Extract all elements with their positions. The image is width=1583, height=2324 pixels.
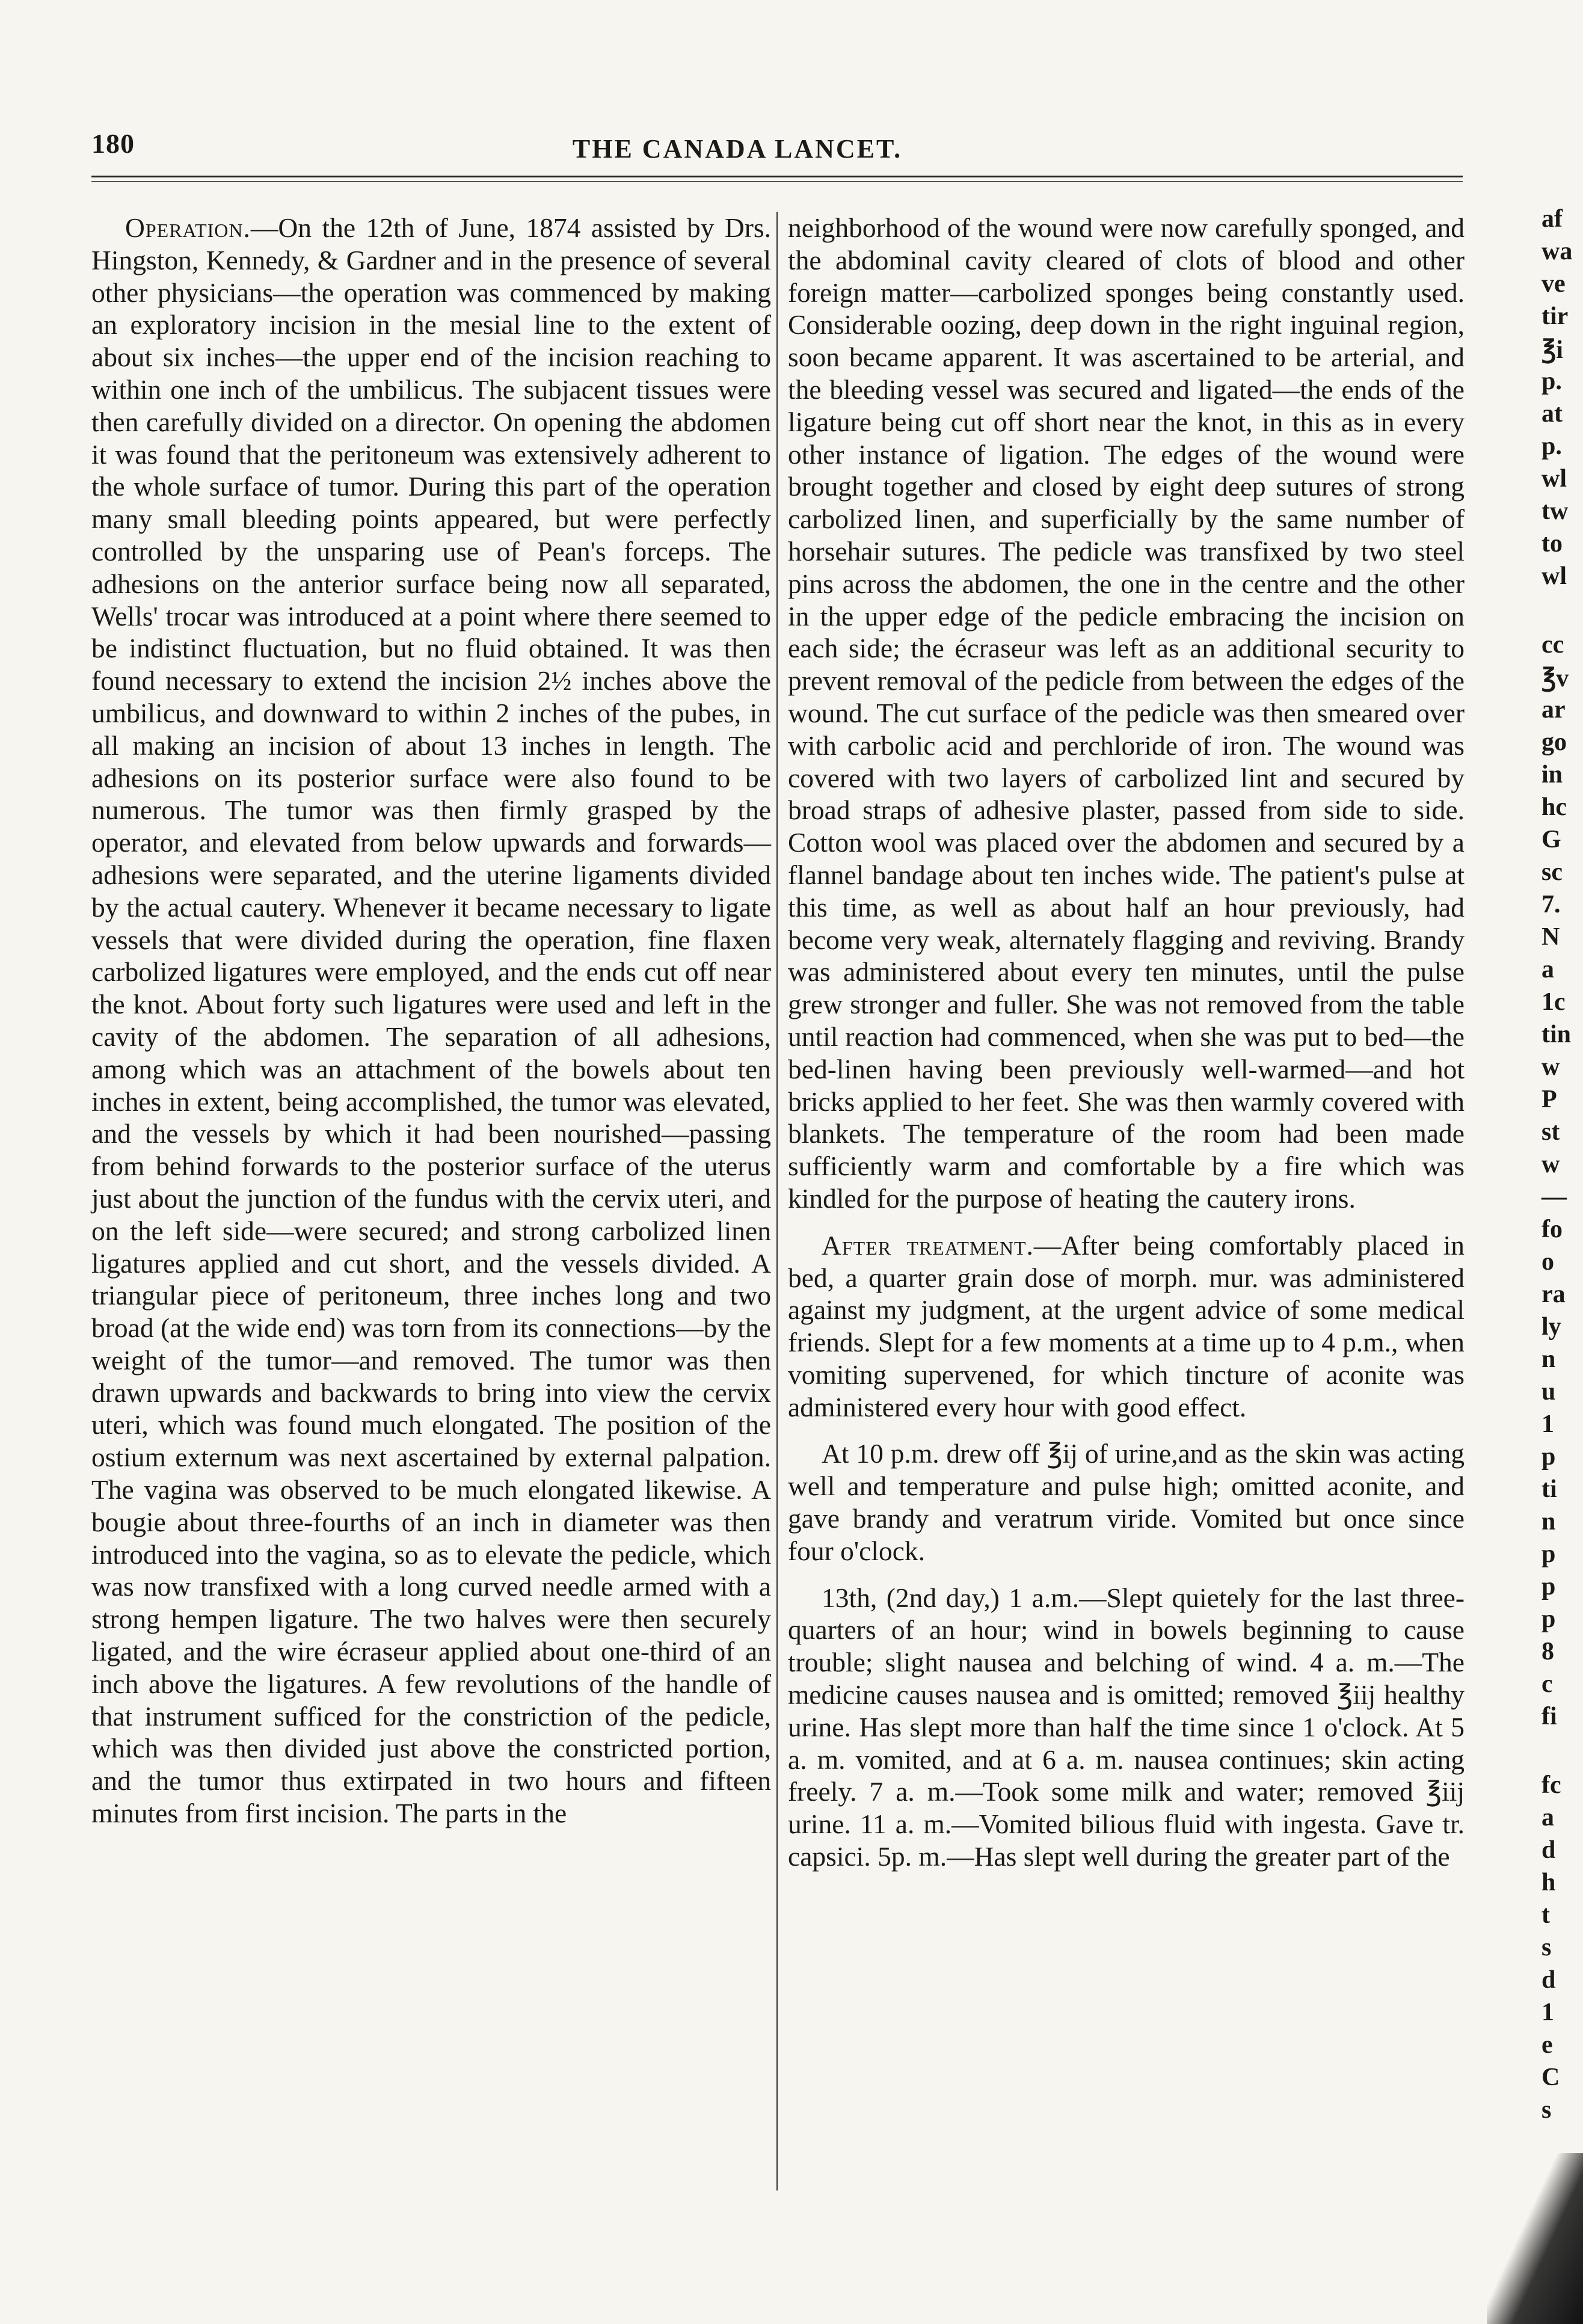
after-treatment-text: —After being comfortably placed in bed, a quarter grain dose of morph. mur. was administered against my judgment, at the urgent advice of some medical friends. Slept for a few moments at a time up to 4 p.m., when vomiting supervened, for which tincture of aconite was administered every hour with good effect. [788,1229,1465,1422]
facing-page-fragment: 8 [1542,1638,1554,1665]
facing-page-fragment: n [1542,1508,1556,1536]
facing-page-fragment: d [1542,1836,1556,1864]
facing-page-fragment: cc [1542,631,1564,659]
facing-page-fragment: n [1542,1345,1556,1373]
facing-page-fragment: c [1542,1670,1553,1698]
facing-page-fragment: fi [1542,1703,1557,1730]
evening-paragraph: At 10 p.m. drew off ℥ij of urine,and as the skin was acting well and temperature and pulse high; omitted aconite, and gave brandy and veratrum viride. Vomited but once since four o'clock. [788,1438,1465,1566]
facing-page-fragment: e [1542,2031,1553,2059]
page-number: 180 [91,128,135,159]
facing-page-fragment: 1 [1542,1999,1554,2026]
facing-page-fragment: ℥v [1542,665,1569,692]
facing-page-fragment: to [1542,530,1563,558]
facing-page-fragment: a [1542,956,1554,983]
column-divider [776,212,778,2190]
facing-page-fragment: fo [1542,1216,1563,1243]
facing-page-fragment: P [1542,1086,1557,1113]
facing-page-fragment: hc [1542,793,1567,821]
facing-page-fragment: w [1542,1151,1560,1178]
page-edge-shadow [1487,2153,1583,2324]
right-column [788,212,1465,2190]
facing-page-fragment: fc [1542,1771,1561,1799]
left-column [91,212,771,2190]
operation-text: —On the 12th of June, 1874 assisted by Drs. Hingston, Kennedy, & Gardner and in the presence of several other physicians—the operation was commenced by making an exploratory incision in the mesial line to the extent of about six inches—the upper end of the incision reaching to within one inch of the umbilicus. The subjacent tissues were then carefully divided on a director. On opening the abdomen it was found that the peritoneum was extensively adherent to the whole surface of tumor. During this part of the operation many small bleeding points appeared, but were perfectly controlled by the unsparing use of Pean's forceps. The adhesions on the anterior surface being now all separated, Wells' trocar was introduced at a point where there seemed to be indistinct fluctuation, but no fluid obtained. It was then found necessary to extend the incision 2½ inches above the umbilicus, and downward to within 2 inches of the pubes, in all making an incision of about 13 inches in length. The adhesions on its posterior surface were also found to be numerous. The tumor was then firmly grasped by the operator, and elevated from below upwards and forwards—adhesions were separated, and the uterine ligaments divided by the actual cautery. Whenever it became necessary to ligate vessels that were divided during the operation, fine flaxen carbolized ligatures were employed, and the ends cut off near the knot. About forty such ligatures were used and left in the cavity of the abdomen. The separation of all adhesions, among which was an attachment of the bowels about ten inches in extent, being accomplished, the tumor was elevated, and the vessels by which it had been nourished—passing from behind forwards to the posterior surface of the uterus just about the junction of the fundus with the cervix uteri, and on the left side—were secured; and strong carbolized linen ligatures applied and cut short, and the vessels divided. A triangular piece of peritoneum, three inches long and two broad (at the wide end) was torn from its connections—by the weight of the tumor—and removed. The tumor was then drawn upwards and backwards to bring into view the cervix uteri, which was found much elongated. The position of the ostium externum was next ascertained by external palpation. The vagina was observed to be much elongated likewise. A bougie about three-fourths of an inch in diameter was then introduced into the vagina, so as to elevate the pedicle, which was now transfixed with a long curved needle armed with a strong hempen ligature. The two halves were then securely ligated, and the wire écraseur applied about one-third of an inch above the ligatures. A few revolutions of the handle of that instrument sufficed for the constriction of the pedicle, which was then divided just above the constricted portion, and the tumor thus extirpated in two hours and fifteen minutes from first incision. The parts in the [91,212,771,1829]
facing-page-fragment: p. [1542,367,1562,395]
facing-page-fragment: u [1542,1378,1556,1406]
facing-page-fragment: ly [1542,1313,1561,1341]
facing-page-fragment: s [1542,2096,1552,2124]
facing-page-fragment: tir [1542,303,1569,330]
header-rule [91,176,1463,182]
facing-page-fragment: p [1542,1443,1556,1471]
facing-page-fragment: ve [1542,270,1566,298]
facing-page-fragment: p [1542,1605,1556,1633]
facing-page-fragment: G [1542,826,1561,853]
facing-page-fragment: p. [1542,432,1562,460]
facing-page-fragment: ti [1542,1475,1557,1503]
after-treatment-paragraph [788,1229,1465,1424]
facing-page-fragment: o [1542,1248,1554,1276]
facing-page-fragment: go [1542,728,1567,756]
facing-page-fragment: sc [1542,858,1563,886]
facing-page-fragment: 7. [1542,891,1561,918]
facing-page-fragment: wl [1542,562,1567,590]
facing-page-fragment: h [1542,1869,1556,1896]
operation-heading: Operation. [125,212,251,243]
facing-page-fragment: p [1542,1540,1556,1568]
facing-page-fragment: — [1542,1183,1567,1211]
facing-page-fragment: p [1542,1573,1556,1600]
second-day-paragraph: 13th, (2nd day,) 1 a.m.—Slept quietely for the last three-quarters of an hour; wind in bowels beginning to cause trouble; slight nausea and belching of wind. 4 a. m.—The medicine causes nausea and is omitted; removed ℥iij healthy urine. Has slept more than half the time since 1 o'clock. At 5 a. m. vomited, and at 6 a. m. nausea continues; skin acting freely. 7 a. m.—Took some milk and water; removed ℥iij urine. 11 a. m.—Vomited bilious fluid with ingesta. Gave tr. capsici. 5p. m.—Has slept well during the greater part of the [788,1582,1465,1872]
facing-page-fragment: N [1542,923,1560,951]
wound-paragraph: neighborhood of the wound were now carefully sponged, and the abdominal cavity cleared of clots of blood and other foreign matter—carbolized sponges being constantly used. Considerable oozing, deep down in the right inguinal region, soon became apparent. It was ascertained to be arterial, and the bleeding vessel was secured and ligated—the ends of the ligature being cut off short near the knot, in this as in every other instance of ligation. The edges of the wound were brought together and closed by eight deep sutures of strong carbolized linen, and superficially by the same number of horsehair sutures. The pedicle was transfixed by two steel pins across the abdomen, the one in the centre and the other in the upper edge of the pedicle embracing the incision on each side; the écraseur was left as an additional security to prevent removal of the pedicle from between the edges of the wound. The cut surface of the pedicle was then smeared over with carbolic acid and perchloride of iron. The wound was covered with two layers of carbolized lint and secured by broad straps of adhesive plaster, passed from side to side. Cotton wool was placed over the abdomen and secured by a flannel bandage about ten inches wide. The patient's pulse at this time, as well as about half an hour previously, had become very weak, alternately flagging and reviving. Brandy was administered about every ten minutes, until the pulse grew stronger and fuller. She was not removed from the table until reaction had commenced, when she was put to bed—the bed-linen having been previously well-warmed—and hot bricks applied to her feet. She was then warmly covered with blankets. The temperature of the room had been made sufficiently warm and comfortable by a fire which was kindled for the purpose of heating the cautery irons. [788,212,1465,1214]
operation-paragraph [91,212,771,1830]
facing-page-fragment: w [1542,1053,1560,1081]
facing-page-fragment: 1c [1542,988,1566,1016]
facing-page-fragment: a [1542,1804,1554,1831]
after-treatment-heading: After treatment. [822,1229,1034,1261]
journal-title: THE CANADA LANCET. [572,134,903,164]
facing-page-fragment: st [1542,1118,1560,1146]
facing-page-fragment: ra [1542,1280,1566,1308]
facing-page-fragment: t [1542,1901,1550,1929]
facing-page-fragment: tin [1542,1021,1572,1048]
facing-page-fragment: tw [1542,497,1569,525]
facing-page-fragment: 1 [1542,1410,1554,1438]
facing-page-fragment: wl [1542,465,1567,493]
facing-page-fragment: at [1542,400,1563,428]
facing-page-fragment: in [1542,761,1563,788]
facing-page-edge [1537,204,1583,2273]
facing-page-fragment: ℥i [1542,336,1563,364]
facing-page-fragment: wa [1542,238,1573,265]
facing-page-fragment: d [1542,1966,1556,1994]
facing-page-fragment: af [1542,205,1563,233]
facing-page-fragment: s [1542,1934,1552,1961]
facing-page-fragment: C [1542,2064,1560,2091]
facing-page-fragment: ar [1542,696,1566,724]
